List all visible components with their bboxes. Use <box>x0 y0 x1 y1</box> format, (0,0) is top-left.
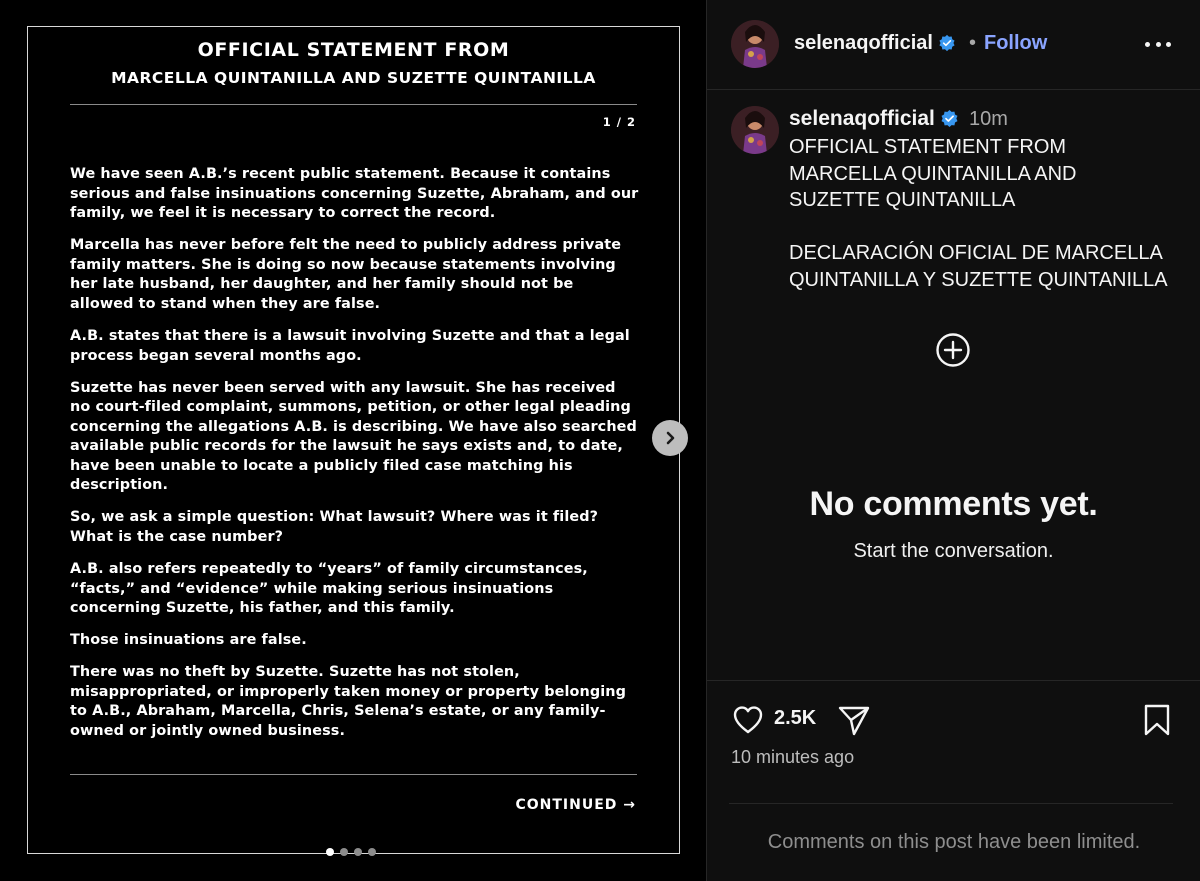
more-horizontal-icon <box>1166 42 1171 47</box>
verified-badge-icon <box>940 109 959 128</box>
comments-limited-notice: Comments on this post have been limited. <box>767 831 1141 853</box>
statement-paragraph: We have seen A.B.’s recent public statement. Because it contains serious and false insinuations concerning Suzette, Abraham, and our family, we feel it is necessary to correct the record. <box>70 166 639 222</box>
verified-badge-icon <box>938 34 956 52</box>
caption-username[interactable] <box>789 107 959 131</box>
chevron-right-icon <box>662 430 678 446</box>
statement-paragraph: A.B. also refers repeatedly to “years” of family circumstances, “facts,” and “evidence” while making serious insinuations concerning Suzette, his father, and this family. <box>70 561 588 617</box>
more-horizontal-icon <box>1156 42 1161 47</box>
header-username[interactable] <box>794 32 956 55</box>
post-side-panel <box>706 0 1200 881</box>
statement-body <box>70 165 639 754</box>
continued-label: CONTINUED → <box>515 797 636 813</box>
profile-picture <box>731 106 779 154</box>
post-timestamp[interactable]: 10 minutes ago <box>731 747 855 767</box>
statement-paragraph: There was no theft by Suzette. Suzette has not stolen, misappropriated, or improperly taken money or property belonging to A.B., Abraham, Marcella, Chris, Selena’s estate, or any family-owned or jointly owned business. <box>70 664 627 739</box>
separator-dot: • <box>969 32 977 54</box>
load-more-comments-button[interactable] <box>935 332 971 368</box>
statement-title: OFFICIAL STATEMENT FROM <box>197 39 510 61</box>
carousel-dot[interactable] <box>368 848 376 856</box>
post-actions <box>707 680 1200 881</box>
carousel-dot[interactable] <box>340 848 348 856</box>
username-text[interactable]: selenaqofficial <box>794 32 933 54</box>
page-indicator: 1 / 2 <box>602 115 636 129</box>
share-button[interactable] <box>837 703 871 737</box>
statement-paragraph: A.B. states that there is a lawsuit involving Suzette and that a legal process began several months ago. <box>70 327 630 364</box>
post-header <box>707 0 1200 90</box>
save-button[interactable] <box>1141 703 1173 737</box>
statement-paragraph: So, we ask a simple question: What lawsuit? Where was it filed? What is the case number? <box>70 509 599 546</box>
profile-picture <box>731 20 779 68</box>
carousel-next-button[interactable] <box>652 420 688 456</box>
more-horizontal-icon <box>1145 42 1150 47</box>
caption-avatar[interactable] <box>731 106 779 154</box>
divider <box>729 803 1173 804</box>
caption-text-es: DECLARACIÓN OFICIAL DE MARCELLA QUINTANILLA Y SUZETTE QUINTANILLA <box>789 242 1168 291</box>
send-icon <box>837 703 871 737</box>
more-options-button[interactable] <box>1145 34 1171 54</box>
statement-paragraph: Suzette has never been served with any lawsuit. She has received no court-filed complaint, summons, petition, or other legal pleading concerning the allegations A.B. is describing. We have also searched available public records for the lawsuit he says exists and, to date, have been unable to locate a publicly filed case matching his description. <box>70 379 637 494</box>
heart-icon <box>731 703 765 737</box>
username-text[interactable]: selenaqofficial <box>789 107 935 130</box>
carousel-dot-active[interactable] <box>326 848 334 856</box>
divider <box>70 104 637 105</box>
empty-comments-subtitle: Start the conversation. <box>853 540 1054 562</box>
statement-image <box>27 26 680 854</box>
carousel-dots <box>326 848 376 856</box>
plus-circle-icon <box>935 332 971 368</box>
follow-button[interactable]: Follow <box>984 32 1048 54</box>
like-button[interactable] <box>731 703 765 737</box>
statement-subtitle: MARCELLA QUINTANILLA AND SUZETTE QUINTANILLA <box>111 69 596 87</box>
carousel-dot[interactable] <box>354 848 362 856</box>
divider <box>70 774 637 775</box>
statement-paragraph: Those insinuations are false. <box>70 632 307 649</box>
bookmark-icon <box>1141 703 1173 737</box>
empty-comments-title: No comments yet. <box>809 485 1098 523</box>
statement-paragraph: Marcella has never before felt the need to publicly address private family matters. She is doing so now because statements involving her late husband, her daughter, and her family should not be allowed to stand when they are false. <box>70 237 622 312</box>
caption-text-en: OFFICIAL STATEMENT FROM MARCELLA QUINTANILLA AND SUZETTE QUINTANILLA <box>789 136 1077 211</box>
avatar[interactable] <box>731 20 779 68</box>
likes-count[interactable]: 2.5K <box>774 707 817 729</box>
caption-timestamp[interactable]: 10m <box>969 108 1008 130</box>
